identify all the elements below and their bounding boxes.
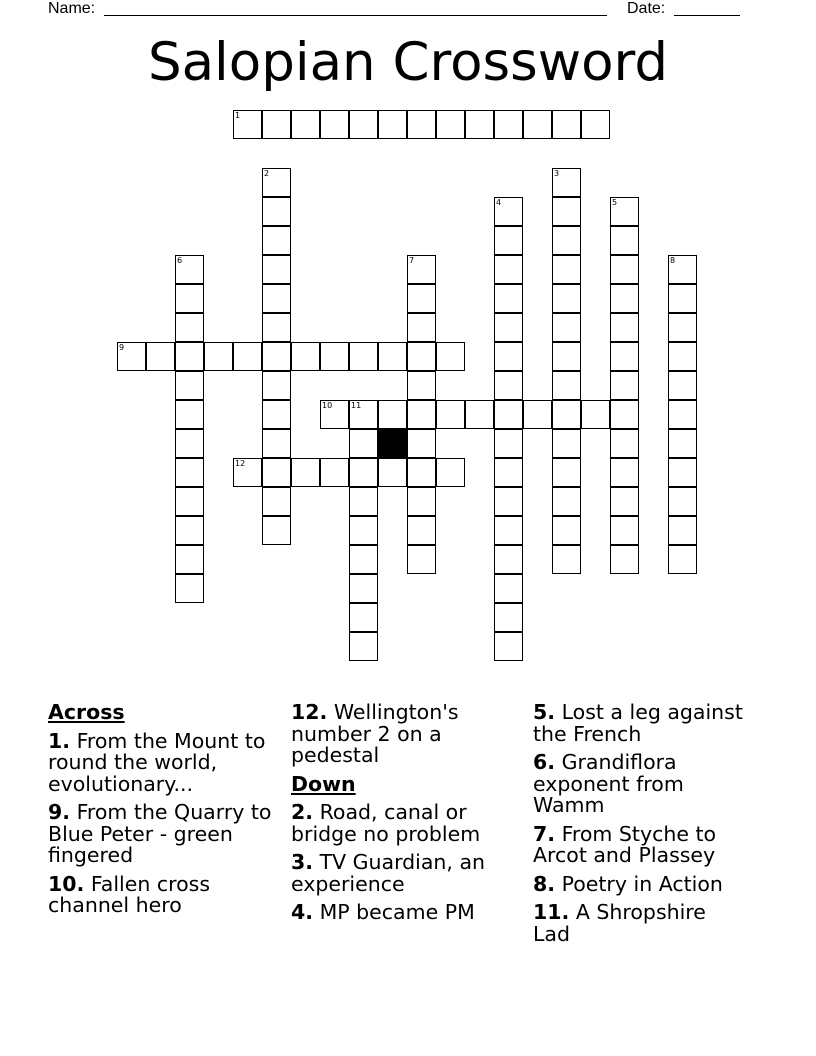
- date-label: Date:: [627, 0, 666, 17]
- clue-down-4: [291, 902, 506, 924]
- grid-cell[interactable]: [668, 400, 697, 429]
- grid-cell[interactable]: [175, 458, 204, 487]
- grid-cell[interactable]: [378, 110, 407, 139]
- clue-column-3: [533, 702, 748, 952]
- clue-number-label: 4: [496, 198, 502, 207]
- clue-number: 4.: [291, 900, 314, 924]
- grid-cell[interactable]: [523, 110, 552, 139]
- grid-cell[interactable]: [610, 313, 639, 342]
- grid-cell[interactable]: [552, 400, 581, 429]
- clue-number-label: 9: [119, 343, 125, 352]
- grid-cell[interactable]: [262, 313, 291, 342]
- grid-cell[interactable]: [262, 429, 291, 458]
- grid-cell[interactable]: [668, 545, 697, 574]
- clue-across-12: [291, 702, 506, 767]
- grid-cell[interactable]: [668, 429, 697, 458]
- grid-cell[interactable]: [320, 458, 349, 487]
- grid-cell[interactable]: [610, 371, 639, 400]
- clue-number-label: 11: [351, 401, 362, 410]
- grid-cell[interactable]: [407, 400, 436, 429]
- clue-number-label: 7: [409, 256, 415, 265]
- grid-cell[interactable]: [610, 284, 639, 313]
- grid-cell[interactable]: [349, 487, 378, 516]
- grid-cell[interactable]: [552, 255, 581, 284]
- grid-cell[interactable]: [407, 458, 436, 487]
- grid-cell[interactable]: [262, 110, 291, 139]
- clue-number-label: 1: [235, 111, 241, 120]
- clue-across-10: [48, 871, 283, 917]
- grid-cell[interactable]: [494, 545, 523, 574]
- clue-number: 5.: [533, 700, 556, 724]
- clue-number-label: 8: [670, 256, 676, 265]
- grid-cell[interactable]: [349, 545, 378, 574]
- grid-cell[interactable]: [494, 574, 523, 603]
- grid-cell[interactable]: [494, 429, 523, 458]
- grid-cell[interactable]: [668, 487, 697, 516]
- clue-down-7: [533, 821, 748, 867]
- grid-cell[interactable]: [407, 342, 436, 371]
- grid-cell[interactable]: [610, 197, 639, 226]
- grid-cell[interactable]: [262, 458, 291, 487]
- grid-cell[interactable]: [378, 458, 407, 487]
- grid-cell[interactable]: [610, 458, 639, 487]
- grid-cell[interactable]: [494, 255, 523, 284]
- grid-cell[interactable]: [349, 342, 378, 371]
- clue-text: From the Mount to round the world, evolutionary...: [48, 728, 266, 796]
- grid-cell[interactable]: [378, 342, 407, 371]
- grid-cell[interactable]: [175, 255, 204, 284]
- grid-cell[interactable]: [610, 342, 639, 371]
- clue-number-label: 10: [322, 401, 333, 410]
- grid-cell[interactable]: [494, 110, 523, 139]
- clue-number: 12.: [291, 700, 328, 724]
- clue-number: 7.: [533, 821, 556, 846]
- grid-cell[interactable]: [407, 371, 436, 400]
- grid-cell[interactable]: [552, 487, 581, 516]
- grid-cell[interactable]: [552, 516, 581, 545]
- grid-cell[interactable]: [407, 110, 436, 139]
- grid-cell[interactable]: [552, 226, 581, 255]
- grid-cell[interactable]: [146, 342, 175, 371]
- grid-cell[interactable]: [407, 255, 436, 284]
- clue-text: Wellington's number 2 on a pedestal: [291, 700, 459, 767]
- grid-cell[interactable]: [233, 342, 262, 371]
- grid-cell[interactable]: [668, 458, 697, 487]
- grid-cell[interactable]: [668, 313, 697, 342]
- grid-cell[interactable]: [436, 110, 465, 139]
- clue-across-9: [48, 802, 283, 867]
- grid-cell[interactable]: [610, 487, 639, 516]
- grid-cell[interactable]: [494, 284, 523, 313]
- clue-number-label: 12: [235, 459, 246, 468]
- grid-cell[interactable]: [494, 371, 523, 400]
- grid-cell[interactable]: [436, 400, 465, 429]
- grid-cell[interactable]: [262, 516, 291, 545]
- clue-down-3: [291, 852, 506, 895]
- grid-cell[interactable]: [175, 487, 204, 516]
- grid-cell[interactable]: [436, 342, 465, 371]
- across-heading: Across: [48, 700, 125, 724]
- grid-cell[interactable]: [494, 632, 523, 661]
- grid-cell[interactable]: [494, 226, 523, 255]
- grid-cell[interactable]: [581, 110, 610, 139]
- grid-cell[interactable]: [668, 342, 697, 371]
- grid-cell[interactable]: [494, 603, 523, 632]
- grid-cell[interactable]: [407, 429, 436, 458]
- clue-column-1: [48, 702, 283, 924]
- grid-cell[interactable]: [610, 429, 639, 458]
- grid-cell[interactable]: [552, 342, 581, 371]
- clue-number: 2.: [291, 800, 314, 824]
- grid-cell[interactable]: [523, 400, 552, 429]
- clue-number: 9.: [48, 800, 71, 824]
- clue-number: 10.: [48, 871, 85, 896]
- grid-cell[interactable]: [175, 545, 204, 574]
- grid-cell[interactable]: [407, 545, 436, 574]
- grid-cell[interactable]: [378, 400, 407, 429]
- clue-text: Fallen cross channel hero: [48, 871, 210, 917]
- grid-cell[interactable]: [262, 255, 291, 284]
- clue-number: 6.: [533, 750, 556, 774]
- clue-text: A Shropshire Lad: [533, 900, 706, 946]
- grid-cell[interactable]: [291, 458, 320, 487]
- grid-cell[interactable]: [494, 487, 523, 516]
- grid-cell[interactable]: [494, 516, 523, 545]
- grid-cell[interactable]: [349, 110, 378, 139]
- clue-text: From Styche to Arcot and Plassey: [533, 821, 717, 867]
- grid-cell[interactable]: [552, 371, 581, 400]
- grid-cell[interactable]: [494, 313, 523, 342]
- grid-cell[interactable]: [668, 371, 697, 400]
- grid-cell[interactable]: [349, 400, 378, 429]
- grid-cell[interactable]: [349, 574, 378, 603]
- grid-cell[interactable]: [175, 313, 204, 342]
- clue-across-1: [48, 728, 283, 796]
- clue-text: Road, canal or bridge no problem: [291, 800, 481, 846]
- grid-cell[interactable]: [320, 400, 349, 429]
- grid-cell[interactable]: [233, 458, 262, 487]
- grid-cell[interactable]: [610, 255, 639, 284]
- grid-cell[interactable]: [465, 400, 494, 429]
- clue-down-11: [533, 902, 748, 945]
- grid-cell[interactable]: [494, 197, 523, 226]
- clue-down-2: [291, 802, 506, 845]
- clue-number-label: 5: [612, 198, 618, 207]
- grid-cell[interactable]: [291, 110, 320, 139]
- clue-text: From the Quarry to Blue Peter - green fingered: [48, 800, 272, 867]
- grid-cell[interactable]: [349, 516, 378, 545]
- name-label: Name:: [48, 0, 96, 17]
- grid-cell[interactable]: [552, 284, 581, 313]
- grid-cell[interactable]: [349, 603, 378, 632]
- grid-cell[interactable]: [175, 574, 204, 603]
- grid-cell[interactable]: [175, 516, 204, 545]
- grid-cell[interactable]: [262, 284, 291, 313]
- grid-cell[interactable]: [320, 110, 349, 139]
- grid-cell[interactable]: [175, 429, 204, 458]
- grid-cell[interactable]: [436, 458, 465, 487]
- clue-down-8: [533, 871, 748, 896]
- grid-cell[interactable]: [407, 313, 436, 342]
- clue-number-label: 2: [264, 169, 270, 178]
- grid-cell[interactable]: [552, 110, 581, 139]
- grid-cell[interactable]: [668, 255, 697, 284]
- clue-number: 3.: [291, 850, 314, 874]
- clue-text: MP became PM: [319, 900, 475, 924]
- grid-cell[interactable]: [552, 458, 581, 487]
- grid-cell[interactable]: [262, 168, 291, 197]
- grid-cell[interactable]: [552, 313, 581, 342]
- grid-cell[interactable]: [668, 516, 697, 545]
- black-cell: [378, 429, 407, 458]
- clue-down-6: [533, 752, 748, 817]
- clue-down-5: [533, 702, 748, 745]
- grid-cell[interactable]: [175, 284, 204, 313]
- grid-cell[interactable]: [494, 400, 523, 429]
- grid-cell[interactable]: [668, 284, 697, 313]
- clue-number: 11.: [533, 900, 570, 924]
- clue-text: Poetry in Action: [561, 871, 723, 896]
- grid-cell[interactable]: [581, 400, 610, 429]
- grid-cell[interactable]: [175, 400, 204, 429]
- grid-cell[interactable]: [610, 516, 639, 545]
- grid-cell[interactable]: [262, 226, 291, 255]
- grid-cell[interactable]: [349, 458, 378, 487]
- grid-cell[interactable]: [494, 342, 523, 371]
- grid-cell[interactable]: [610, 400, 639, 429]
- grid-cell[interactable]: [552, 197, 581, 226]
- grid-cell[interactable]: [494, 458, 523, 487]
- grid-cell[interactable]: [552, 429, 581, 458]
- clue-column-2: [291, 702, 506, 931]
- clue-text: TV Guardian, an experience: [291, 850, 486, 896]
- clue-number: 1.: [48, 728, 71, 753]
- grid-cell[interactable]: [465, 110, 494, 139]
- grid-cell[interactable]: [262, 400, 291, 429]
- grid-cell[interactable]: [175, 371, 204, 400]
- grid-cell[interactable]: [552, 545, 581, 574]
- grid-cell[interactable]: [610, 545, 639, 574]
- grid-cell[interactable]: [262, 342, 291, 371]
- clue-number: 8.: [533, 871, 556, 896]
- page-title: Salopian Crossword: [147, 32, 669, 93]
- clue-text: Lost a leg against the French: [533, 700, 743, 746]
- clue-number-label: 3: [554, 169, 560, 178]
- grid-cell[interactable]: [407, 284, 436, 313]
- grid-cell[interactable]: [552, 168, 581, 197]
- grid-cell[interactable]: [262, 487, 291, 516]
- down-heading: Down: [291, 771, 356, 796]
- grid-cell[interactable]: [291, 342, 320, 371]
- grid-cell[interactable]: [233, 110, 262, 139]
- grid-cell[interactable]: [407, 487, 436, 516]
- grid-cell[interactable]: [262, 197, 291, 226]
- grid-cell[interactable]: [117, 342, 146, 371]
- grid-cell[interactable]: [407, 516, 436, 545]
- grid-cell[interactable]: [610, 226, 639, 255]
- grid-cell[interactable]: [320, 342, 349, 371]
- grid-cell[interactable]: [349, 429, 378, 458]
- grid-cell[interactable]: [175, 342, 204, 371]
- grid-cell[interactable]: [349, 632, 378, 661]
- grid-cell[interactable]: [262, 371, 291, 400]
- grid-cell[interactable]: [204, 342, 233, 371]
- clue-text: Grandiflora exponent from Wamm: [533, 750, 684, 817]
- clue-number-label: 6: [177, 256, 183, 265]
